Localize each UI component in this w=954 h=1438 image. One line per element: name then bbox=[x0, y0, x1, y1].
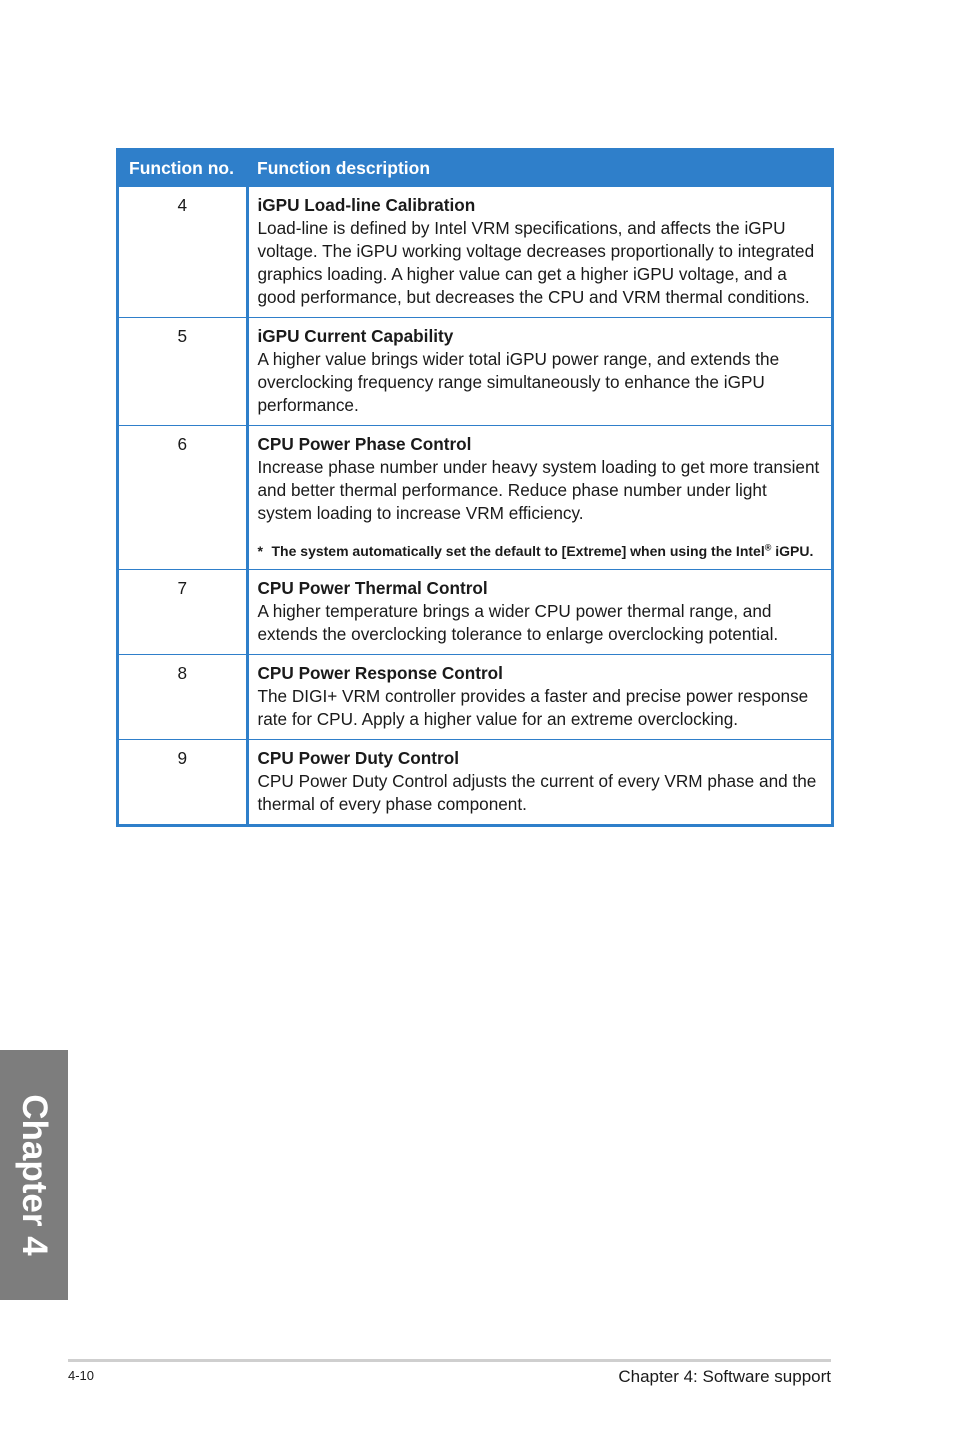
function-title: iGPU Load-line Calibration bbox=[257, 195, 476, 215]
function-number: 8 bbox=[118, 655, 248, 740]
function-number: 4 bbox=[118, 187, 248, 318]
footnote-asterisk: * bbox=[257, 543, 263, 559]
function-text: Increase phase number under heavy system loading to get more transient and better thermal performance. Reduce phase number under light system loading to increase VRM efficiency. bbox=[257, 457, 820, 523]
table-row bbox=[118, 318, 833, 426]
function-text: A higher temperature brings a wider CPU power thermal range, and extends the overclocking tolerance to enlarge overclocking potential. bbox=[257, 601, 779, 644]
function-text: The DIGI+ VRM controller provides a faster and precise power response rate for CPU. Apply a higher value for an extreme overclocking. bbox=[257, 686, 809, 729]
table-header-row bbox=[118, 150, 833, 187]
table-row bbox=[118, 740, 833, 826]
function-description bbox=[247, 318, 833, 426]
function-number: 9 bbox=[118, 740, 248, 826]
function-text: Load-line is defined by Intel VRM specifications, and affects the iGPU voltage. The iGPU working voltage decreases proportionally to integrated graphics loading. A higher value can get a higher iGPU voltage, and a good performance, but decreases the CPU and VRM thermal conditions. bbox=[257, 218, 815, 307]
chapter-tab-label: Chapter 4 bbox=[15, 1094, 54, 1256]
function-description bbox=[247, 426, 833, 570]
table-row bbox=[118, 426, 833, 570]
function-number: 6 bbox=[118, 426, 248, 570]
function-number: 7 bbox=[118, 570, 248, 655]
footer-divider bbox=[68, 1359, 831, 1362]
header-function-no: Function no. bbox=[118, 150, 248, 187]
table-row bbox=[118, 570, 833, 655]
registered-mark: ® bbox=[764, 542, 772, 553]
footnote-body bbox=[272, 541, 814, 561]
function-table bbox=[116, 148, 834, 827]
function-text: A higher value brings wider total iGPU power range, and extends the overclocking frequency range simultaneously to enhance the iGPU performance. bbox=[257, 349, 780, 415]
table-row bbox=[118, 187, 833, 318]
function-title: CPU Power Thermal Control bbox=[257, 578, 488, 598]
footnote-tail: iGPU. bbox=[771, 543, 814, 559]
footer-chapter-title: Chapter 4: Software support bbox=[618, 1367, 831, 1386]
chapter-side-tab bbox=[0, 1050, 68, 1300]
header-function-description: Function description bbox=[247, 150, 833, 187]
function-description bbox=[247, 187, 833, 318]
footnote bbox=[258, 541, 826, 561]
table-row bbox=[118, 655, 833, 740]
function-text: CPU Power Duty Control adjusts the current of every VRM phase and the thermal of every phase component. bbox=[257, 771, 817, 814]
function-description bbox=[247, 740, 833, 826]
function-description bbox=[247, 655, 833, 740]
function-number: 5 bbox=[118, 318, 248, 426]
function-title: CPU Power Response Control bbox=[257, 663, 503, 683]
page-number: 4-10 bbox=[68, 1368, 95, 1383]
function-description bbox=[247, 570, 833, 655]
function-title: iGPU Current Capability bbox=[257, 326, 454, 346]
footnote-text: The system automatically set the default to [Extreme] when using the Intel bbox=[271, 543, 765, 559]
function-title: CPU Power Duty Control bbox=[257, 748, 459, 768]
function-title: CPU Power Phase Control bbox=[257, 434, 472, 454]
